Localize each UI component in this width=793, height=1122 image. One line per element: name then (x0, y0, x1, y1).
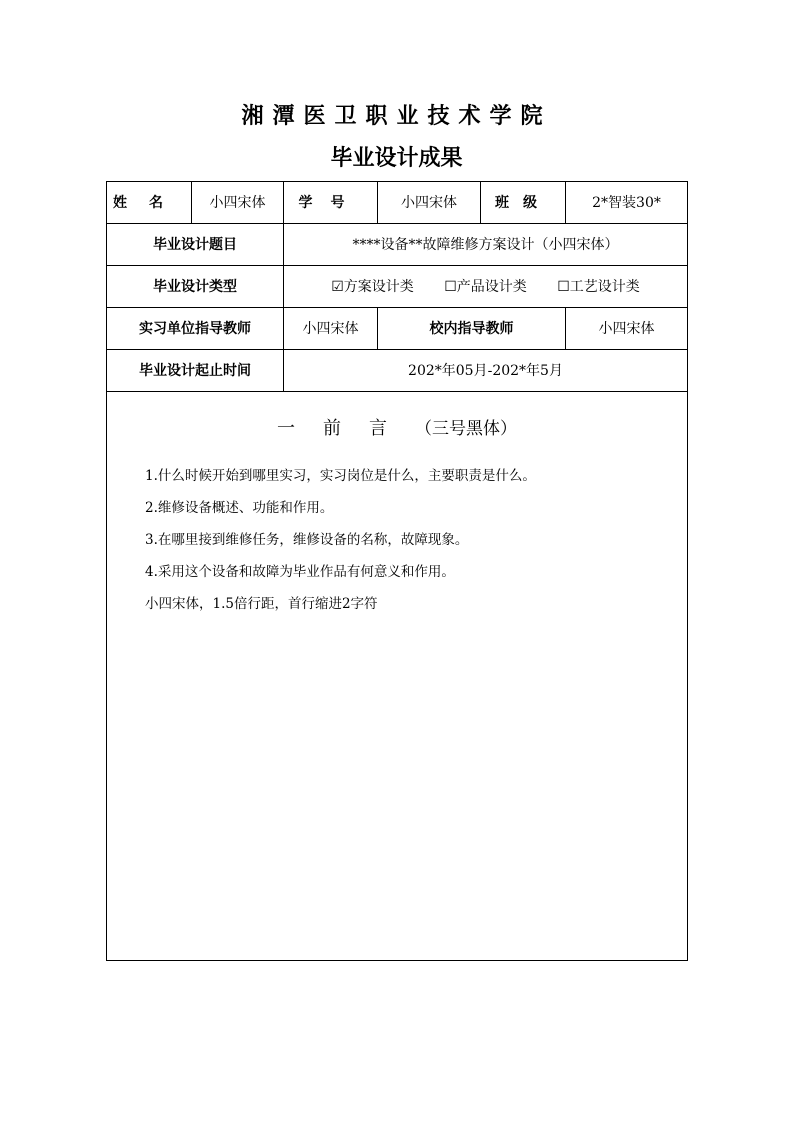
checkbox-icon[interactable]: ☐ (557, 278, 570, 295)
school-name: 湘潭医卫职业技术学院 (241, 104, 552, 129)
type-option-label: 工艺设计类 (569, 278, 640, 295)
school-teacher-value[interactable]: 小四宋体 (566, 308, 688, 350)
row-topic (107, 224, 688, 266)
content-paragraph: 1.什么时候开始到哪里实习，实习岗位是什么，主要职责是什么。 (145, 468, 536, 484)
type-option-scheme[interactable] (331, 278, 414, 296)
internship-teacher-value[interactable]: 小四宋体 (284, 308, 378, 350)
class-label-cell (481, 182, 566, 224)
period-value[interactable]: 202*年05月-202*年5月 (284, 350, 688, 392)
checked-checkbox-icon[interactable]: ☑ (331, 278, 344, 295)
type-option-process[interactable] (557, 278, 640, 296)
section-note: （三号黑体） (415, 419, 517, 439)
content-paragraph: 4.采用这个设备和故障为毕业作品有何意义和作用。 (145, 564, 455, 580)
type-label: 毕业设计类型 (107, 266, 284, 308)
id-label-cell (284, 182, 378, 224)
thesis-info-form (106, 181, 688, 961)
row-student-info (107, 182, 688, 224)
type-option-product[interactable] (444, 278, 527, 296)
name-value[interactable]: 小四宋体 (192, 182, 284, 224)
class-label: 班级 (495, 194, 551, 211)
row-type (107, 266, 688, 308)
student-id-label: 学号 (298, 194, 363, 211)
row-content (107, 392, 688, 961)
name-label: 姓名 (113, 194, 185, 211)
period-label: 毕业设计起止时间 (107, 350, 284, 392)
document-title: 毕业设计成果 (330, 146, 463, 171)
section-heading (107, 416, 687, 442)
section-title: 一前言 (277, 418, 415, 439)
row-period (107, 350, 688, 392)
content-area[interactable] (107, 392, 688, 961)
checkbox-icon[interactable]: ☐ (444, 278, 457, 295)
topic-label: 毕业设计题目 (107, 224, 284, 266)
type-options (284, 266, 688, 308)
content-paragraph: 2.维修设备概述、功能和作用。 (145, 500, 334, 516)
school-teacher-label: 校内指导教师 (378, 308, 566, 350)
student-id-value[interactable]: 小四宋体 (378, 182, 481, 224)
content-paragraph: 3.在哪里接到维修任务，维修设备的名称，故障现象。 (145, 532, 469, 548)
topic-value[interactable]: ****设备**故障维修方案设计（小四宋体） (284, 224, 688, 266)
type-option-label: 产品设计类 (456, 278, 527, 295)
class-value[interactable]: 2*智装30* (566, 182, 688, 224)
name-label-cell (107, 182, 192, 224)
row-teachers (107, 308, 688, 350)
internship-teacher-label: 实习单位指导教师 (107, 308, 284, 350)
type-option-label: 方案设计类 (343, 278, 414, 295)
content-paragraph: 小四宋体，1.5倍行距，首行缩进2字符 (145, 596, 378, 612)
